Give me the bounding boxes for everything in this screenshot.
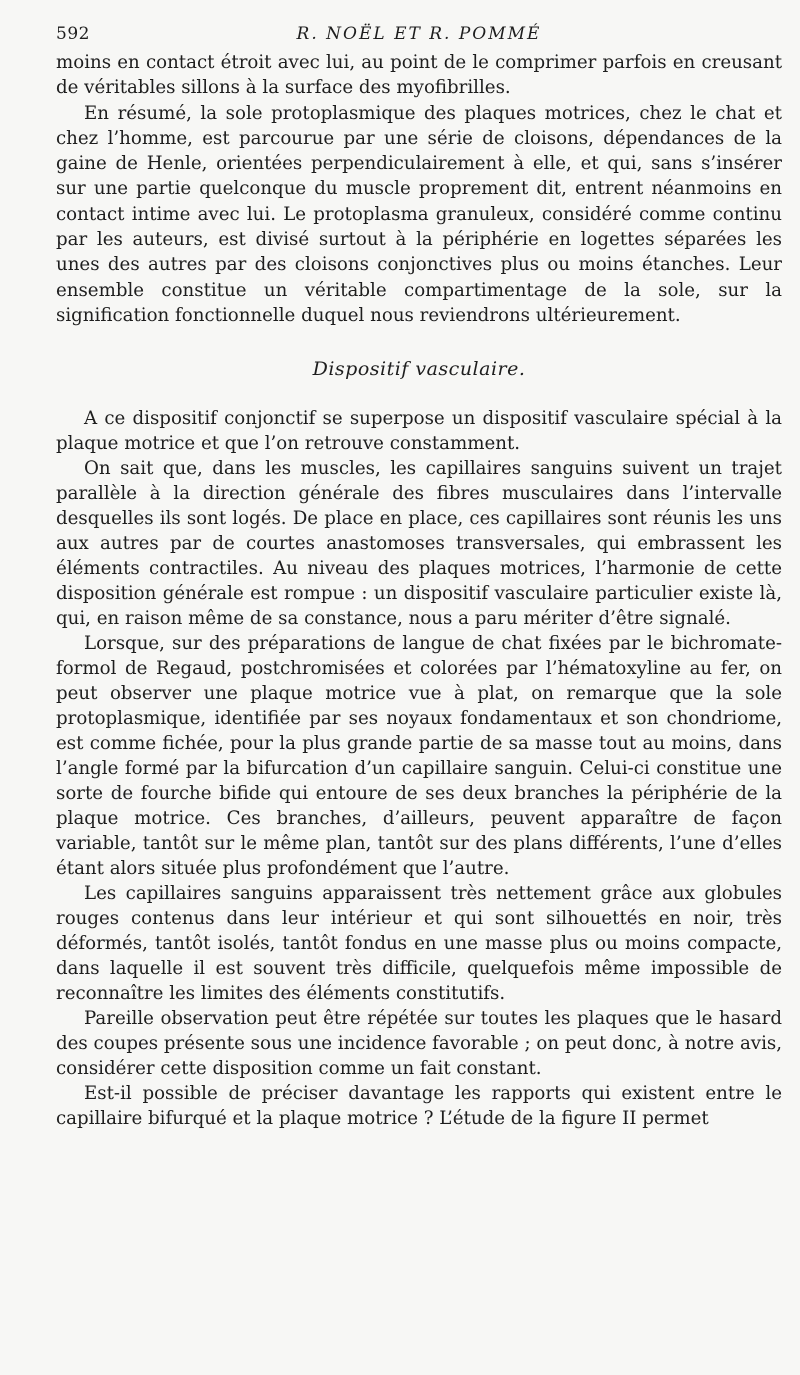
document-page [56,20,782,1131]
paragraph: Les capillaires sanguins apparaissent très nettement grâce aux globules rouges contenus dans leur intérieur et qui sont silhouettés en noir, très déformés, tantôt isolés, tantôt fondus en une masse plus ou moins compacte, dans laquelle il est souvent très difficile, quelquefois même impossible de reconnaître les limites des éléments constitutifs. [56,883,782,1005]
section-heading: Dispositif vasculaire. [312,358,526,381]
running-title: R. NOËL ET R. POMMÉ [296,24,542,44]
paragraph: En résumé, la sole protoplasmique des plaques motrices, chez le chat et chez l’homme, est parcourue par une série de cloisons, dépendances de la gaine de Henle, orientées perpendiculairement à elle, et qui, sans s’insérer sur une partie quelconque du muscle proprement dit, entrent néanmoins en contact intime avec lui. Le protoplasma granuleux, considéré comme continu par les auteurs, est divisé surtout à la périphérie en logettes séparées les unes des autres par des cloisons conjonctives plus ou moins étanches. Leur ensemble constitue un véritable compartimentage de la sole, sur la signification fonctionnelle duquel nous reviendrons ultérieurement. [56,102,782,326]
paragraph: Est-il possible de préciser davantage les rapports qui existent entre le capillaire bifurqué et la plaque motrice ? L’étude de la figure II permet [56,1083,782,1130]
section-body [56,406,782,1131]
paragraph: Lorsque, sur des préparations de langue de chat fixées par le bichromate-formol de Regaud, postchromisées et colorées par l’hématoxyline au fer, on peut observer une plaque motrice vue à plat, on remarque que la sole protoplasmique, identifiée par ses noyaux fondamentaux et son chondriome, est comme fichée, pour la plus grande partie de sa masse tout au moins, dans l’angle formé par la bifurcation d’un capillaire sanguin. Celui-ci constitue une sorte de fourche bifide qui entoure de ses deux branches la périphérie de la plaque motrice. Ces branches, d’ailleurs, peuvent apparaître de façon variable, tantôt sur le même plan, tantôt sur des plans différents, l’une d’elles étant alors située plus profondément que l’autre. [56,633,782,880]
paragraph: moins en contact étroit avec lui, au point de le comprimer parfois en creusant de véritables sillons à la surface des myofibrilles. [56,52,782,99]
body-text [56,50,782,1131]
running-head [56,20,782,50]
paragraph: A ce dispositif conjonctif se superpose un dispositif vasculaire spécial à la plaque motrice et que l’on retrouve constamment. [56,408,782,455]
page-number: 592 [56,24,90,44]
paragraph: On sait que, dans les muscles, les capillaires sanguins suivent un trajet parallèle à la direction générale des fibres musculaires dans l’intervalle desquelles ils sont logés. De place en place, ces capillaires sont réunis les uns aux autres par de courtes anastomoses transversales, qui embrassent les éléments contractiles. Au niveau des plaques motrices, l’harmonie de cette disposition générale est rompue : un dispositif vasculaire particulier existe là, qui, en raison même de sa constance, nous a paru mériter d’être signalé. [56,458,782,630]
paragraph: Pareille observation peut être répétée sur toutes les plaques que le hasard des coupes présente sous une incidence favorable ; on peut donc, à notre avis, considérer cette disposition comme un fait constant. [56,1008,782,1080]
